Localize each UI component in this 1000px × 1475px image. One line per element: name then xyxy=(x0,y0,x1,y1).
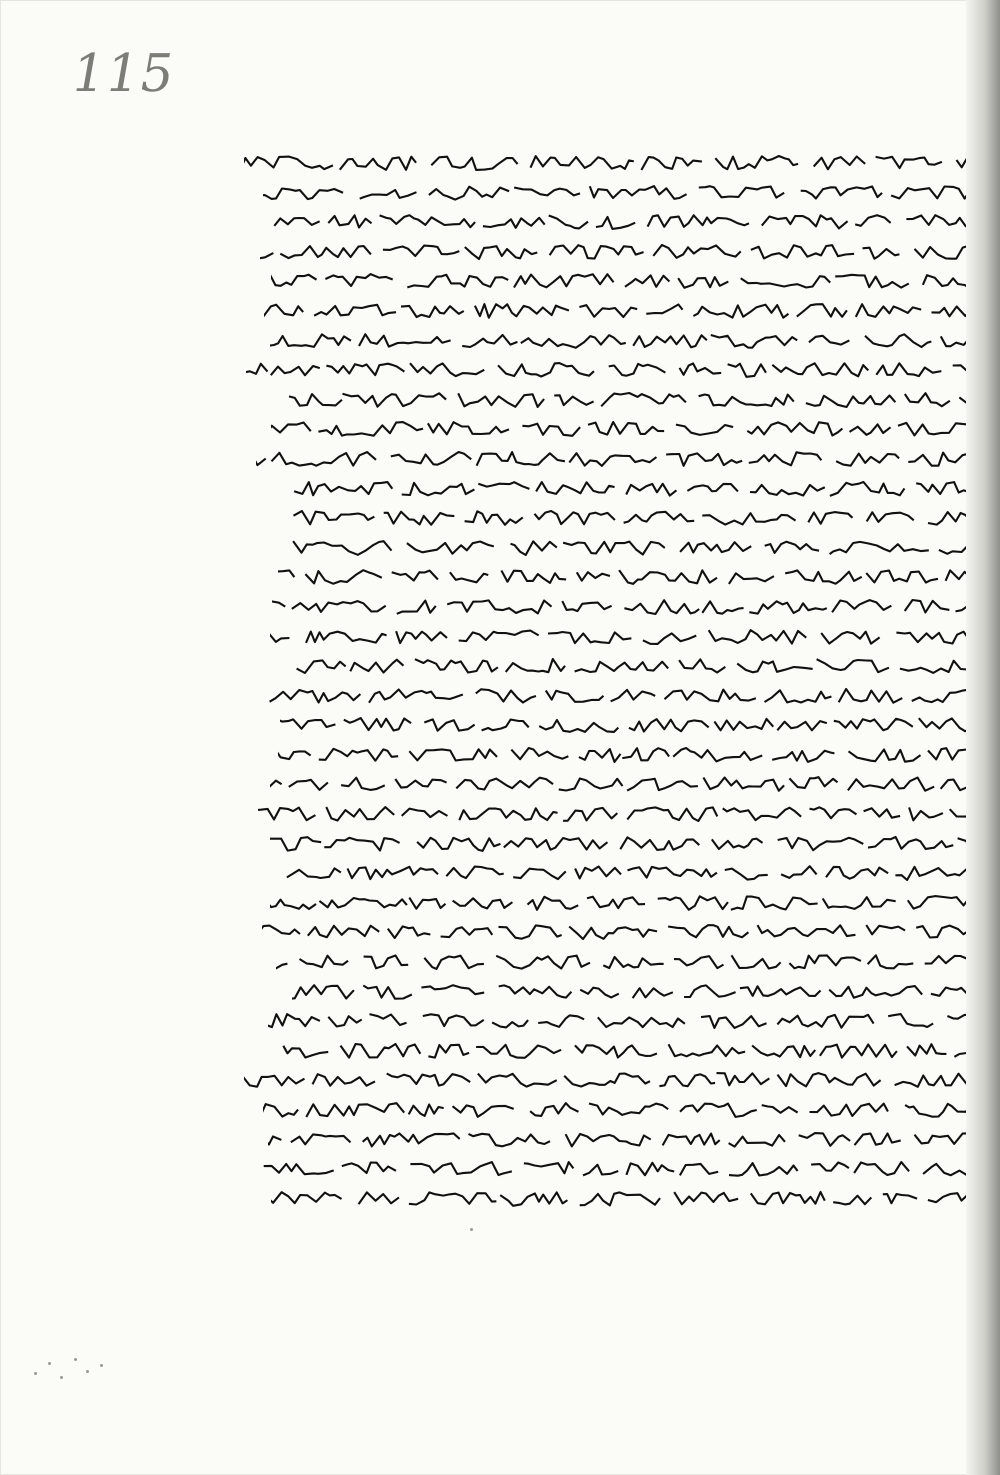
manuscript-line xyxy=(236,592,996,622)
manuscript-line xyxy=(236,1065,996,1095)
handwriting-stroke xyxy=(262,921,996,943)
handwriting-stroke xyxy=(290,655,996,677)
manuscript-line xyxy=(236,474,996,504)
handwriting-stroke xyxy=(258,803,996,825)
handwriting-stroke xyxy=(270,833,996,855)
ink-dot xyxy=(470,1228,473,1231)
manuscript-line xyxy=(236,414,996,444)
handwriting-stroke xyxy=(264,300,996,322)
handwriting-stroke xyxy=(274,389,996,411)
manuscript-line xyxy=(236,1095,996,1125)
manuscript-line xyxy=(236,1006,996,1036)
handwriting-stroke xyxy=(278,744,996,766)
manuscript-line xyxy=(236,769,996,799)
handwriting-stroke xyxy=(276,951,996,973)
manuscript-line xyxy=(236,1184,996,1214)
handwriting-stroke xyxy=(256,448,996,470)
manuscript-line xyxy=(236,385,996,415)
handwriting-stroke xyxy=(263,182,996,204)
handwriting-stroke xyxy=(269,685,996,707)
margin-specks xyxy=(30,1350,110,1390)
manuscript-line xyxy=(236,622,996,652)
handwriting-stroke xyxy=(271,1188,996,1210)
manuscript-line xyxy=(236,977,996,1007)
manuscript-line xyxy=(236,266,996,296)
manuscript-line xyxy=(236,562,996,592)
handwriting-stroke xyxy=(244,1069,996,1091)
manuscript-line xyxy=(236,917,996,947)
page-edge-shadow xyxy=(966,0,1000,1475)
handwriting-stroke xyxy=(268,1129,996,1151)
handwriting-stroke xyxy=(278,566,996,588)
handwriting-stroke xyxy=(270,330,996,352)
manuscript-line xyxy=(236,207,996,237)
handwriting-stroke xyxy=(279,507,996,529)
manuscript-line xyxy=(236,326,996,356)
handwriting-stroke xyxy=(284,478,996,500)
handwriting-stroke xyxy=(270,892,996,914)
handwriting-stroke xyxy=(270,626,996,648)
manuscript-line xyxy=(236,740,996,770)
handwriting-stroke xyxy=(284,537,996,559)
manuscript-line xyxy=(236,178,996,208)
manuscript-line xyxy=(236,888,996,918)
manuscript-line xyxy=(236,1154,996,1184)
handwriting-stroke xyxy=(268,211,996,233)
manuscript-line xyxy=(236,503,996,533)
handwriting-stroke xyxy=(263,1099,996,1121)
handwriting-stroke xyxy=(246,359,996,381)
manuscript-line xyxy=(236,1125,996,1155)
handwriting-stroke xyxy=(260,241,996,263)
manuscript-line xyxy=(236,296,996,326)
handwriting-stroke xyxy=(271,270,996,292)
manuscript-line xyxy=(236,829,996,859)
handwriting-stroke xyxy=(280,714,996,736)
handwriting-stroke xyxy=(260,1158,996,1180)
handwriting-stroke xyxy=(272,596,996,618)
manuscript-line xyxy=(236,651,996,681)
manuscript-line xyxy=(236,947,996,977)
manuscript-line xyxy=(236,148,996,178)
manuscript-line xyxy=(236,799,996,829)
folio-number: 115 xyxy=(66,44,180,104)
handwriting-stroke xyxy=(282,862,996,884)
manuscript-line xyxy=(236,444,996,474)
handwriting-stroke xyxy=(244,152,996,174)
handwriting-stroke xyxy=(268,1010,996,1032)
handwriting-stroke xyxy=(276,1040,996,1062)
handwriting-stroke xyxy=(271,418,996,440)
manuscript-line xyxy=(236,1036,996,1066)
manuscript-line xyxy=(236,681,996,711)
manuscript-line xyxy=(236,858,996,888)
hebrew-text-block xyxy=(236,148,996,1213)
handwriting-stroke xyxy=(270,773,996,795)
manuscript-line xyxy=(236,355,996,385)
handwriting-stroke xyxy=(292,981,996,1003)
manuscript-line xyxy=(236,710,996,740)
manuscript-line xyxy=(236,533,996,563)
manuscript-line xyxy=(236,237,996,267)
